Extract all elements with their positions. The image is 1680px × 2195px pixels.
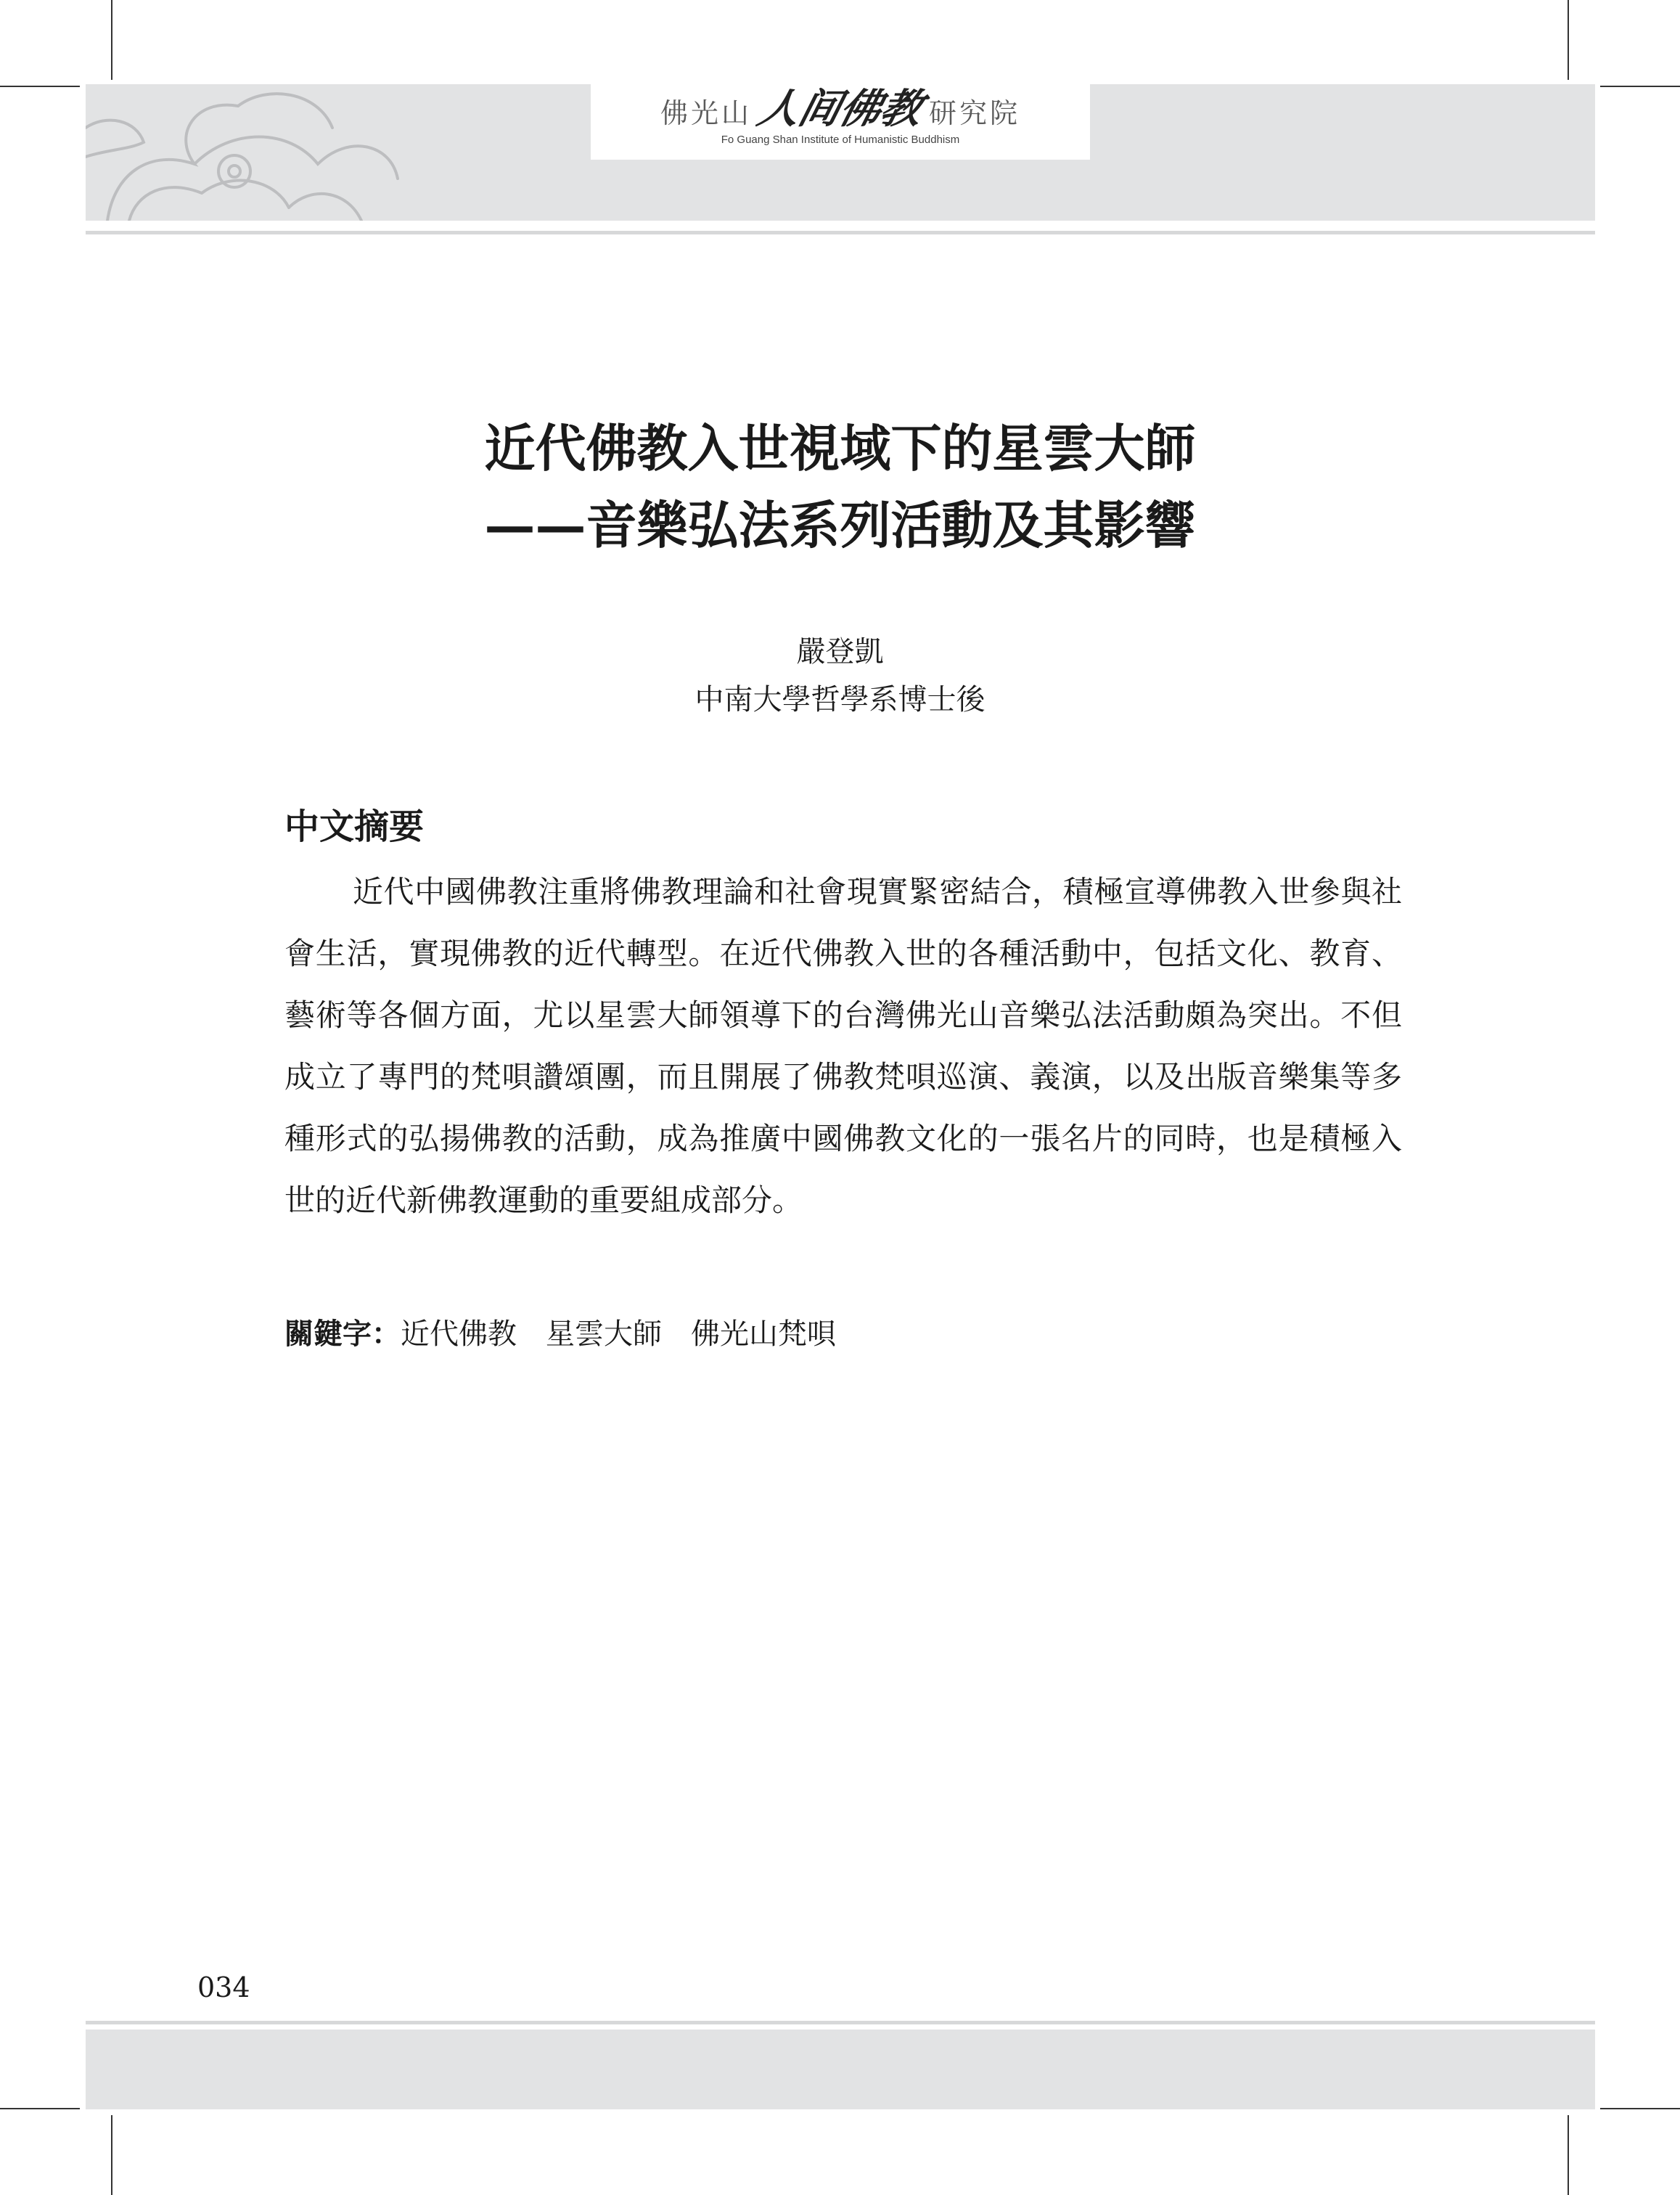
crop-mark	[0, 86, 80, 87]
logo-prefix: 佛光山	[660, 97, 752, 129]
crop-mark	[1600, 2108, 1680, 2109]
keywords-label: 關鍵字：	[284, 1317, 401, 1351]
crop-mark	[0, 2108, 80, 2109]
keyword-item: 星雲大師	[546, 1317, 662, 1351]
logo-subtitle: Fo Guang Shan Institute of Humanistic Buddhism	[721, 134, 960, 146]
keywords-line	[284, 1311, 836, 1352]
paper-title-line2: ——音樂弘法系列活動及其影響	[484, 495, 1196, 555]
lotus-ornament-icon	[86, 84, 405, 221]
keyword-item: 近代佛教	[401, 1317, 517, 1351]
author-name: 嚴登凱	[796, 635, 884, 669]
crop-mark	[1568, 2115, 1569, 2195]
keyword-item: 佛光山梵唄	[691, 1317, 836, 1351]
crop-mark	[111, 2115, 112, 2195]
crop-mark	[1600, 86, 1680, 87]
abstract-paragraph: 近代中國佛教注重將佛教理論和社會現實緊密結合，積極宣導佛教入世參與社會生活，實現佛教的近代轉型。在近代佛教入世的各種活動中，包括文化、教育、藝術等各個方面，尤以星雲大師領導下的台灣佛光山音樂弘法活動頗為突出。不但成立了專門的梵唄讚頌團，而且開展了佛教梵唄巡演、義演，以及出版音樂集等多種形式的弘揚佛教的活動，成為推廣中國佛教文化的一張名片的同時，也是積極入世的近代新佛教運動的重要組成部分。	[284, 874, 1402, 1218]
author-affiliation: 中南大學哲學系博士後	[694, 683, 986, 716]
header-divider	[86, 231, 1595, 234]
footer-divider	[86, 2021, 1595, 2024]
paper-title-line1: 近代佛教入世視域下的星雲大師	[484, 418, 1196, 478]
abstract-heading: 中文摘要	[284, 806, 425, 847]
abstract-body	[284, 861, 1402, 1231]
page-number: 034	[197, 1971, 250, 2003]
crop-mark	[1568, 0, 1569, 80]
logo-brush-text: 人间佛教	[753, 85, 928, 133]
footer-band	[86, 2030, 1595, 2109]
crop-mark	[111, 0, 112, 80]
institute-logo	[591, 84, 1090, 160]
logo-suffix: 研究院	[929, 97, 1021, 129]
